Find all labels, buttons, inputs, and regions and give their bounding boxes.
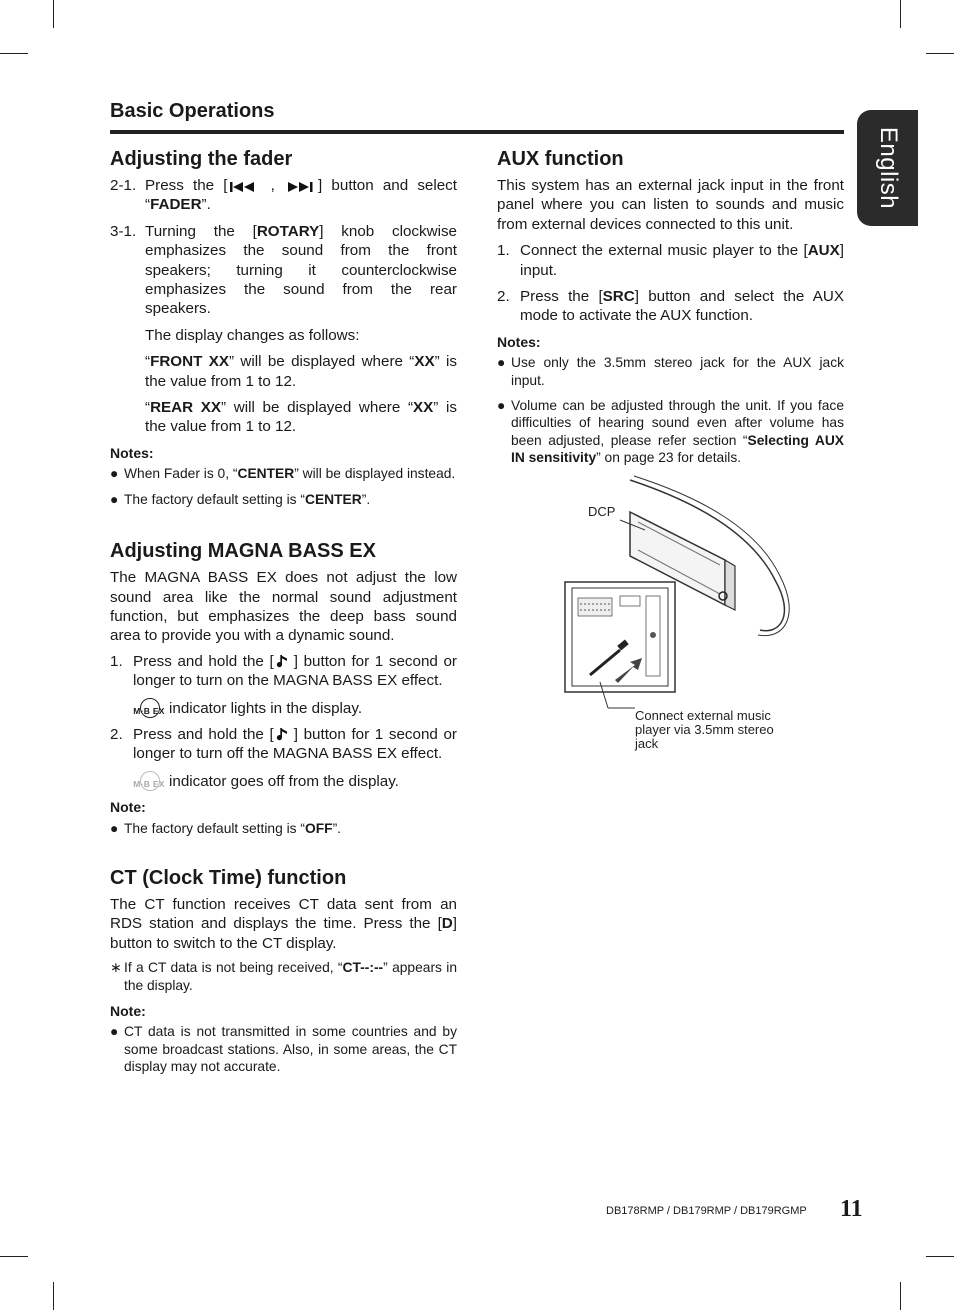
aux-title: AUX function xyxy=(497,148,624,170)
fader-note-2: ● The factory default setting is “CENTER”. xyxy=(110,491,371,507)
aux-note-1: ● Use only the 3.5mm stereo jack for the AUX jack input. xyxy=(497,355,844,388)
bullet: ● xyxy=(110,491,119,507)
step-number: 1. xyxy=(497,242,510,260)
skip-back-icon xyxy=(229,181,259,193)
dcp-label: DCP xyxy=(588,504,616,519)
ct-note: ● CT data is not transmitted in some countries and by some broadcast stations. Also, in some areas, the CT display may not accurate. xyxy=(110,1024,457,1075)
fader-note-1: ● When Fader is 0, “CENTER” will be displayed instead. xyxy=(110,466,456,482)
step-number: 3-1. xyxy=(110,222,137,240)
crop-mark xyxy=(926,53,954,54)
step-number: 1. xyxy=(110,652,123,670)
mbex-off-text: M·B EX indicator goes off from the display. xyxy=(133,772,399,790)
section-header: Basic Operations xyxy=(110,100,275,122)
bullet: ● xyxy=(110,1024,119,1040)
aux-step-1: 1. Connect the external music player to the [AUX] input. xyxy=(497,242,844,279)
aux-intro: This system has an external jack input in the front panel where you can listen to sounds and music from external devices connected to this unit. xyxy=(497,177,844,233)
step-number: 2-1. xyxy=(110,177,137,194)
fader-step-1: 2-1. Press the [ , ] button and select “FADER”. xyxy=(110,177,457,214)
magna-note-label: Note: xyxy=(110,799,146,816)
ct-note-label: Note: xyxy=(110,1003,146,1019)
language-tab xyxy=(857,110,918,226)
fader-notes-label: Notes: xyxy=(110,444,154,461)
ct-star-note: ∗ If a CT data is not being received, “CT--:--” appears in the display. xyxy=(110,960,458,993)
mbex-indicator-off-icon: M·B EX xyxy=(133,771,165,791)
music-note-icon xyxy=(276,726,292,742)
step-number: 2. xyxy=(497,288,510,306)
page-number: 11 xyxy=(840,1196,863,1222)
crop-mark xyxy=(53,1282,54,1310)
header-rule xyxy=(110,130,844,134)
left-column xyxy=(110,146,457,1084)
aux-note-2: ● Volume can be adjusted through the unit. If you face difficulties of hearing sound even after volume has been adjusted, please refer section “Selecting AUX IN sensitivity” on page 23 for details. xyxy=(497,398,844,466)
aux-step-2: 2. Press the [SRC] button and select the AUX mode to activate the AUX function. xyxy=(497,288,844,325)
bullet: ● xyxy=(497,398,506,414)
aux-connection-illustration xyxy=(560,470,800,770)
front-display-text: “FRONT XX” will be displayed where “XX” is the value from 1 to 12. xyxy=(145,353,457,390)
bullet: ● xyxy=(110,466,119,482)
asterisk: ∗ xyxy=(110,960,122,976)
crop-mark xyxy=(0,53,28,54)
language-tab-label: English xyxy=(874,126,902,210)
crop-mark xyxy=(900,0,901,28)
magna-step-1: 1. Press and hold the [ ] button for 1 second or longer to turn on the MAGNA BASS EX effect. xyxy=(110,652,457,690)
skip-forward-icon xyxy=(286,181,316,193)
mbex-on-text: M·B EX indicator lights in the display. xyxy=(133,699,363,717)
magna-intro: The MAGNA BASS EX does not adjust the low sound area like the normal sound adjustment function, but emphasizes the deep bass sound area to provide you with a dynamic sound. xyxy=(110,569,457,645)
crop-mark xyxy=(900,1282,901,1310)
display-changes-text: The display changes as follows: xyxy=(145,326,360,344)
crop-mark xyxy=(53,0,54,28)
ct-intro: The CT function receives CT data sent from an RDS station and displays the time. Press the [D] button to switch to the CT display. xyxy=(110,895,457,952)
crop-mark xyxy=(0,1256,28,1257)
footer-model-numbers: DB178RMP / DB179RMP / DB179RGMP xyxy=(606,1205,807,1217)
illustration-caption: Connect external music player via 3.5mm stereo jack xyxy=(635,708,774,751)
magna-title: Adjusting MAGNA BASS EX xyxy=(110,540,376,563)
step-number: 2. xyxy=(110,725,123,743)
rear-display-text: “REAR XX” will be displayed where “XX” is the value from 1 to 12. xyxy=(145,399,457,436)
fader-title: Adjusting the fader xyxy=(110,148,293,170)
aux-notes-label: Notes: xyxy=(497,333,541,350)
ct-title: CT (Clock Time) function xyxy=(110,866,347,889)
music-note-icon xyxy=(276,653,292,669)
bullet: ● xyxy=(497,355,506,371)
mbex-indicator-icon: M·B EX xyxy=(133,698,165,718)
crop-mark xyxy=(926,1256,954,1257)
magna-step-2: 2. Press and hold the [ ] button for 1 second or longer to turn off the MAGNA BASS EX effect. xyxy=(110,725,457,763)
right-column xyxy=(497,146,844,475)
magna-note: ● The factory default setting is “OFF”. xyxy=(110,820,342,836)
bullet: ● xyxy=(110,820,119,836)
fader-step-2: 3-1. Turning the [ROTARY] knob clockwise emphasizes the sound from the front speakers; turning it counterclockwise emphasizes the sound from the rear speakers. xyxy=(110,222,457,318)
